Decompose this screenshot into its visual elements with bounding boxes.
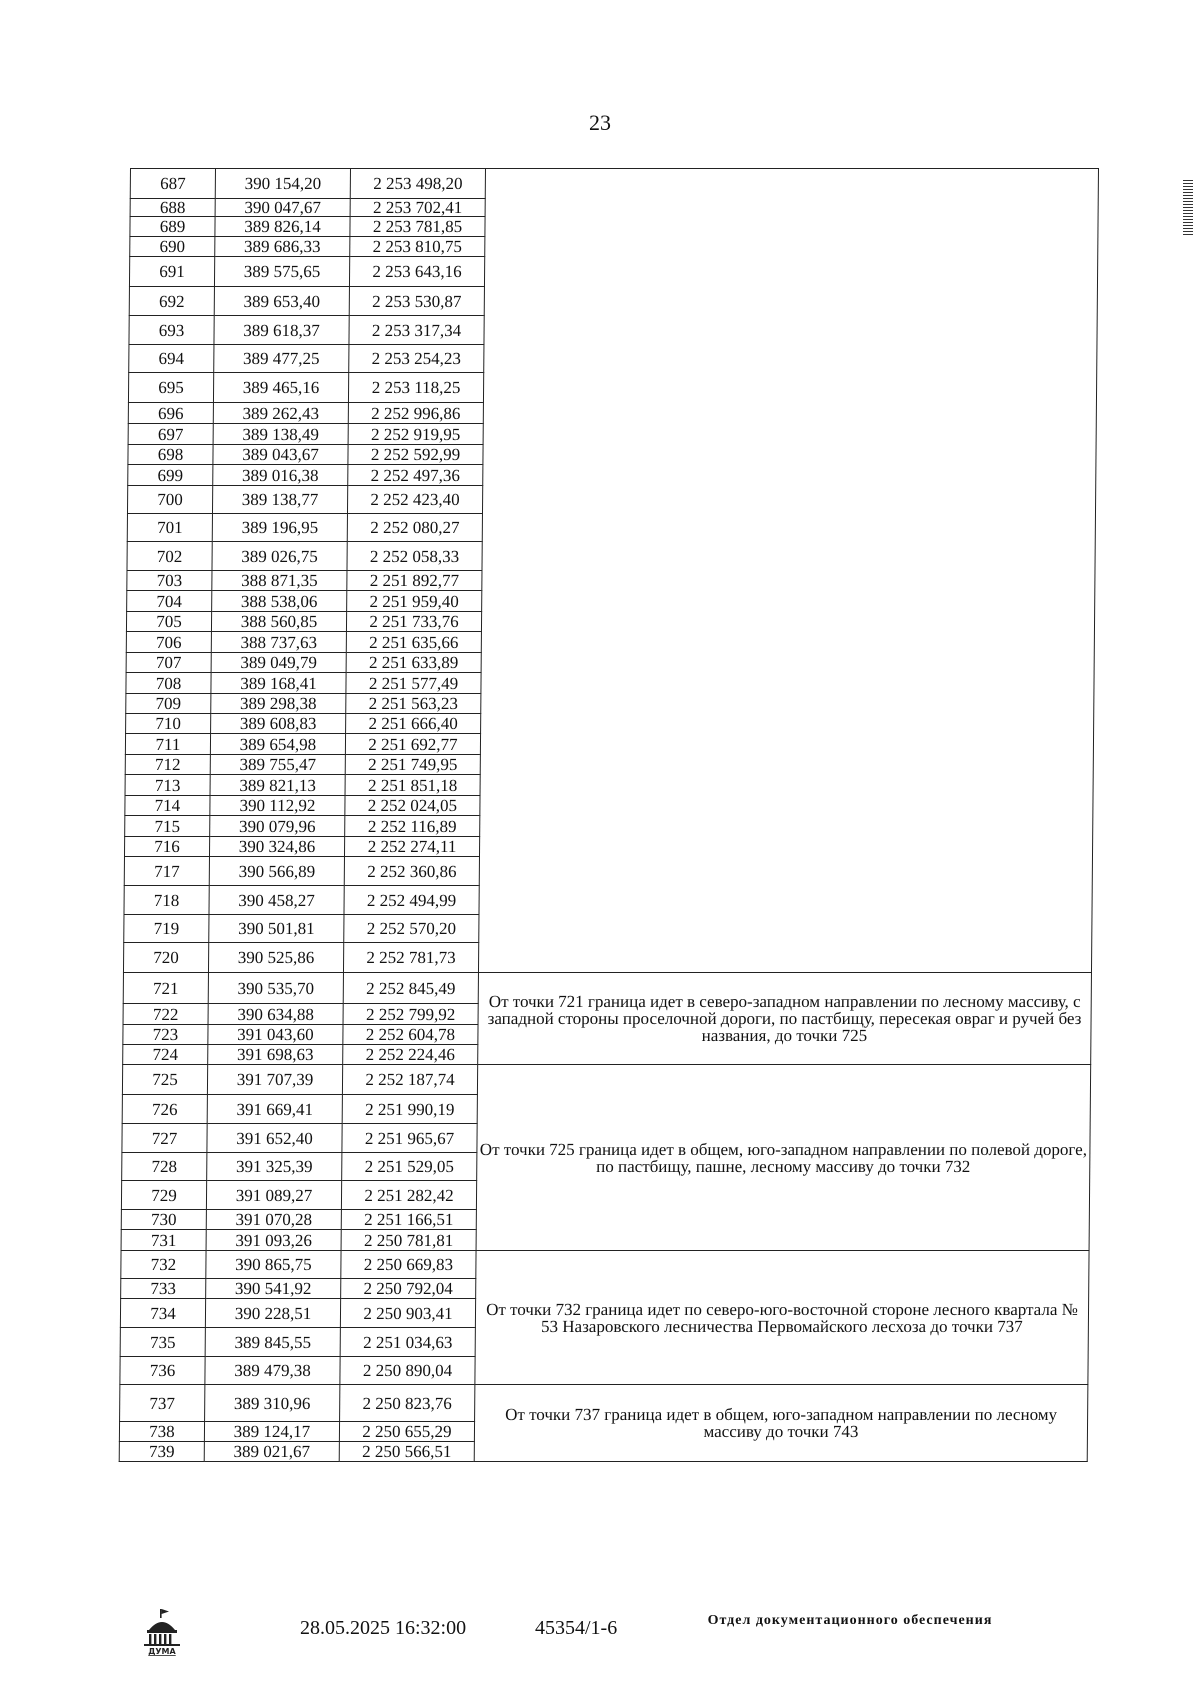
x-coordinate-cell: 389 618,37: [214, 316, 349, 345]
point-number-cell: 724: [123, 1045, 208, 1065]
y-coordinate-cell: 2 252 996,86: [348, 403, 483, 424]
point-number-cell: 719: [124, 915, 209, 943]
point-number-cell: 690: [130, 237, 215, 257]
y-coordinate-cell: 2 252 360,86: [344, 857, 479, 886]
point-number-cell: 710: [126, 714, 211, 734]
margin-scan-mark: [1183, 180, 1193, 236]
x-coordinate-cell: 389 049,79: [211, 653, 346, 673]
x-coordinate-cell: 389 138,77: [212, 486, 347, 514]
y-coordinate-cell: 2 252 570,20: [344, 915, 479, 943]
y-coordinate-cell: 2 252 058,33: [347, 542, 482, 571]
x-coordinate-cell: 389 124,17: [204, 1422, 339, 1442]
x-coordinate-cell: 389 755,47: [210, 755, 345, 775]
point-number-cell: 714: [125, 796, 210, 816]
y-coordinate-cell: 2 251 692,77: [345, 734, 480, 755]
y-coordinate-cell: 2 251 892,77: [347, 571, 482, 591]
y-coordinate-cell: 2 250 781,81: [341, 1230, 476, 1251]
point-number-cell: 701: [127, 514, 212, 542]
point-number-cell: 706: [126, 632, 211, 653]
y-coordinate-cell: 2 253 530,87: [349, 287, 484, 316]
point-number-cell: 734: [120, 1299, 205, 1328]
x-coordinate-cell: 389 465,16: [213, 373, 348, 403]
x-coordinate-cell: 390 501,81: [209, 915, 344, 943]
point-number-cell: 692: [129, 287, 214, 316]
x-coordinate-cell: 390 541,92: [206, 1279, 341, 1299]
y-coordinate-cell: 2 252 187,74: [342, 1065, 477, 1095]
table-row: [130, 169, 1098, 199]
point-number-cell: 695: [128, 373, 213, 403]
point-number-cell: 722: [123, 1004, 208, 1025]
x-coordinate-cell: 391 089,27: [206, 1181, 341, 1210]
point-number-cell: 733: [121, 1279, 206, 1299]
coordinates-table: [119, 168, 1099, 1462]
x-coordinate-cell: 389 821,13: [210, 775, 345, 796]
y-coordinate-cell: 2 251 034,63: [340, 1328, 475, 1357]
point-number-cell: 728: [122, 1153, 207, 1181]
point-number-cell: 738: [119, 1422, 204, 1442]
point-number-cell: 702: [127, 542, 212, 571]
boundary-description: От точки 737 граница идет в общем, юго-западном направлении по лесному массиву до точки 743: [474, 1385, 1088, 1462]
x-coordinate-cell: 389 654,98: [210, 734, 345, 755]
point-number-cell: 691: [129, 257, 214, 287]
y-coordinate-cell: 2 250 655,29: [339, 1422, 474, 1442]
x-coordinate-cell: 391 070,28: [206, 1210, 341, 1230]
x-coordinate-cell: 390 112,92: [210, 796, 345, 816]
y-coordinate-cell: 2 252 224,46: [343, 1045, 478, 1065]
point-number-cell: 716: [124, 837, 209, 857]
y-coordinate-cell: 2 252 799,92: [343, 1004, 478, 1025]
y-coordinate-cell: 2 253 118,25: [348, 373, 483, 403]
point-number-cell: 698: [128, 445, 213, 465]
x-coordinate-cell: 391 325,39: [207, 1153, 342, 1181]
point-number-cell: 711: [125, 734, 210, 755]
y-coordinate-cell: 2 252 024,05: [345, 796, 480, 816]
y-coordinate-cell: 2 252 116,89: [345, 816, 480, 837]
y-coordinate-cell: 2 252 781,73: [343, 943, 478, 973]
x-coordinate-cell: 391 707,39: [207, 1065, 342, 1095]
x-coordinate-cell: 390 079,96: [210, 816, 345, 837]
y-coordinate-cell: 2 252 845,49: [343, 973, 478, 1004]
boundary-description: [478, 169, 1098, 973]
boundary-description: От точки 732 граница идет по северо-юго-восточной стороне лесного квартала № 53 Назаровского лесничества Первомайского лесхоза до точки 737: [475, 1251, 1089, 1385]
y-coordinate-cell: 2 253 498,20: [350, 169, 485, 199]
point-number-cell: 731: [121, 1230, 206, 1251]
y-coordinate-cell: 2 250 823,76: [340, 1385, 475, 1422]
point-number-cell: 715: [125, 816, 210, 837]
point-number-cell: 693: [129, 316, 214, 345]
point-number-cell: 688: [130, 199, 215, 217]
x-coordinate-cell: 389 575,65: [214, 257, 349, 287]
y-coordinate-cell: 2 252 080,27: [347, 514, 482, 542]
y-coordinate-cell: 2 253 810,75: [350, 237, 485, 257]
footer-doc-number: 45354/1-6: [535, 1617, 618, 1639]
y-coordinate-cell: 2 251 959,40: [347, 591, 482, 612]
y-coordinate-cell: 2 251 666,40: [346, 714, 481, 734]
point-number-cell: 713: [125, 775, 210, 796]
point-number-cell: 689: [130, 217, 215, 237]
point-number-cell: 718: [124, 886, 209, 915]
point-number-cell: 699: [128, 465, 213, 486]
point-number-cell: 707: [126, 653, 211, 673]
y-coordinate-cell: 2 251 749,95: [345, 755, 480, 775]
x-coordinate-cell: 391 093,26: [206, 1230, 341, 1251]
x-coordinate-cell: 389 168,41: [211, 673, 346, 694]
x-coordinate-cell: 391 043,60: [208, 1025, 343, 1045]
y-coordinate-cell: 2 253 781,85: [350, 217, 485, 237]
x-coordinate-cell: 391 669,41: [207, 1095, 342, 1124]
y-coordinate-cell: 2 253 702,41: [350, 199, 485, 217]
y-coordinate-cell: 2 252 919,95: [348, 424, 483, 445]
x-coordinate-cell: 389 298,38: [211, 694, 346, 714]
y-coordinate-cell: 2 251 965,67: [342, 1124, 477, 1153]
y-coordinate-cell: 2 250 890,04: [340, 1357, 475, 1385]
point-number-cell: 726: [122, 1095, 207, 1124]
y-coordinate-cell: 2 252 274,11: [344, 837, 479, 857]
y-coordinate-cell: 2 250 903,41: [340, 1299, 475, 1328]
x-coordinate-cell: 390 566,89: [209, 857, 344, 886]
x-coordinate-cell: 390 324,86: [209, 837, 344, 857]
y-coordinate-cell: 2 251 635,66: [346, 632, 481, 653]
point-number-cell: 696: [128, 403, 213, 424]
point-number-cell: 737: [120, 1385, 205, 1422]
y-coordinate-cell: 2 253 317,34: [349, 316, 484, 345]
y-coordinate-cell: 2 250 792,04: [341, 1279, 476, 1299]
y-coordinate-cell: 2 252 497,36: [348, 465, 483, 486]
x-coordinate-cell: 390 047,67: [215, 199, 350, 217]
point-number-cell: 708: [126, 673, 211, 694]
x-coordinate-cell: 389 138,49: [213, 424, 348, 445]
y-coordinate-cell: 2 251 577,49: [346, 673, 481, 694]
point-number-cell: 729: [121, 1181, 206, 1210]
point-number-cell: 704: [127, 591, 212, 612]
boundary-description: От точки 725 граница идет в общем, юго-западном направлении по полевой дороге, по пастбищу, пашне, лесному массиву до точки 732: [476, 1065, 1091, 1251]
x-coordinate-cell: 388 560,85: [211, 612, 346, 632]
page-number: 23: [589, 110, 611, 135]
y-coordinate-cell: 2 252 423,40: [347, 486, 482, 514]
x-coordinate-cell: 390 228,51: [205, 1299, 340, 1328]
point-number-cell: 727: [122, 1124, 207, 1153]
x-coordinate-cell: 389 262,43: [213, 403, 348, 424]
point-number-cell: 694: [129, 345, 214, 373]
y-coordinate-cell: 2 251 733,76: [346, 612, 481, 632]
footer-date: 28.05.2025 16:32:00: [300, 1617, 467, 1639]
x-coordinate-cell: 390 865,75: [206, 1251, 341, 1279]
point-number-cell: 736: [120, 1357, 205, 1385]
point-number-cell: 720: [123, 943, 208, 973]
table-row: [121, 1251, 1089, 1279]
x-coordinate-cell: 389 310,96: [205, 1385, 340, 1422]
point-number-cell: 712: [125, 755, 210, 775]
x-coordinate-cell: 390 634,88: [208, 1004, 343, 1025]
svg-text:ДУМА: ДУМА: [148, 1647, 176, 1656]
x-coordinate-cell: 390 154,20: [215, 169, 350, 199]
x-coordinate-cell: 389 653,40: [214, 287, 349, 316]
x-coordinate-cell: 389 608,83: [211, 714, 346, 734]
y-coordinate-cell: 2 253 643,16: [349, 257, 484, 287]
footer-department: Отдел документационного обеспечения: [707, 1613, 993, 1628]
y-coordinate-cell: 2 252 592,99: [348, 445, 483, 465]
y-coordinate-cell: 2 251 633,89: [346, 653, 481, 673]
x-coordinate-cell: 389 845,55: [205, 1328, 340, 1357]
point-number-cell: 705: [126, 612, 211, 632]
y-coordinate-cell: 2 250 566,51: [339, 1442, 474, 1462]
x-coordinate-cell: 389 026,75: [212, 542, 347, 571]
point-number-cell: 687: [130, 169, 215, 199]
x-coordinate-cell: 388 737,63: [211, 632, 346, 653]
x-coordinate-cell: 390 525,86: [208, 943, 343, 973]
point-number-cell: 725: [122, 1065, 207, 1095]
point-number-cell: 723: [123, 1025, 208, 1045]
table-row: [120, 1385, 1088, 1422]
x-coordinate-cell: 390 535,70: [208, 973, 343, 1004]
y-coordinate-cell: 2 251 851,18: [345, 775, 480, 796]
x-coordinate-cell: 390 458,27: [209, 886, 344, 915]
y-coordinate-cell: 2 251 563,23: [346, 694, 481, 714]
point-number-cell: 703: [127, 571, 212, 591]
x-coordinate-cell: 389 686,33: [215, 237, 350, 257]
y-coordinate-cell: 2 252 604,78: [343, 1025, 478, 1045]
point-number-cell: 739: [119, 1442, 204, 1462]
y-coordinate-cell: 2 251 529,05: [342, 1153, 477, 1181]
duma-logo-icon: [140, 1608, 184, 1656]
x-coordinate-cell: 389 016,38: [213, 465, 348, 486]
x-coordinate-cell: 389 479,38: [205, 1357, 340, 1385]
table-row: [122, 1065, 1090, 1095]
table-row: [123, 973, 1091, 1004]
point-number-cell: 709: [126, 694, 211, 714]
x-coordinate-cell: 389 043,67: [213, 445, 348, 465]
point-number-cell: 717: [124, 857, 209, 886]
point-number-cell: 730: [121, 1210, 206, 1230]
x-coordinate-cell: 391 652,40: [207, 1124, 342, 1153]
y-coordinate-cell: 2 253 254,23: [349, 345, 484, 373]
x-coordinate-cell: 389 021,67: [204, 1442, 339, 1462]
point-number-cell: 732: [121, 1251, 206, 1279]
y-coordinate-cell: 2 251 166,51: [341, 1210, 476, 1230]
x-coordinate-cell: 389 826,14: [215, 217, 350, 237]
y-coordinate-cell: 2 252 494,99: [344, 886, 479, 915]
point-number-cell: 735: [120, 1328, 205, 1357]
y-coordinate-cell: 2 251 282,42: [341, 1181, 476, 1210]
x-coordinate-cell: 391 698,63: [208, 1045, 343, 1065]
boundary-description: От точки 721 граница идет в северо-западном направлении по лесному массиву, с западной стороны проселочной дороги, по пастбищу, пересекая овраг и ручей без названия, до точки 725: [478, 973, 1092, 1065]
x-coordinate-cell: 389 477,25: [214, 345, 349, 373]
x-coordinate-cell: 388 871,35: [212, 571, 347, 591]
point-number-cell: 697: [128, 424, 213, 445]
point-number-cell: 721: [123, 973, 208, 1004]
point-number-cell: 700: [127, 486, 212, 514]
y-coordinate-cell: 2 250 669,83: [341, 1251, 476, 1279]
x-coordinate-cell: 389 196,95: [212, 514, 347, 542]
x-coordinate-cell: 388 538,06: [212, 591, 347, 612]
y-coordinate-cell: 2 251 990,19: [342, 1095, 477, 1124]
